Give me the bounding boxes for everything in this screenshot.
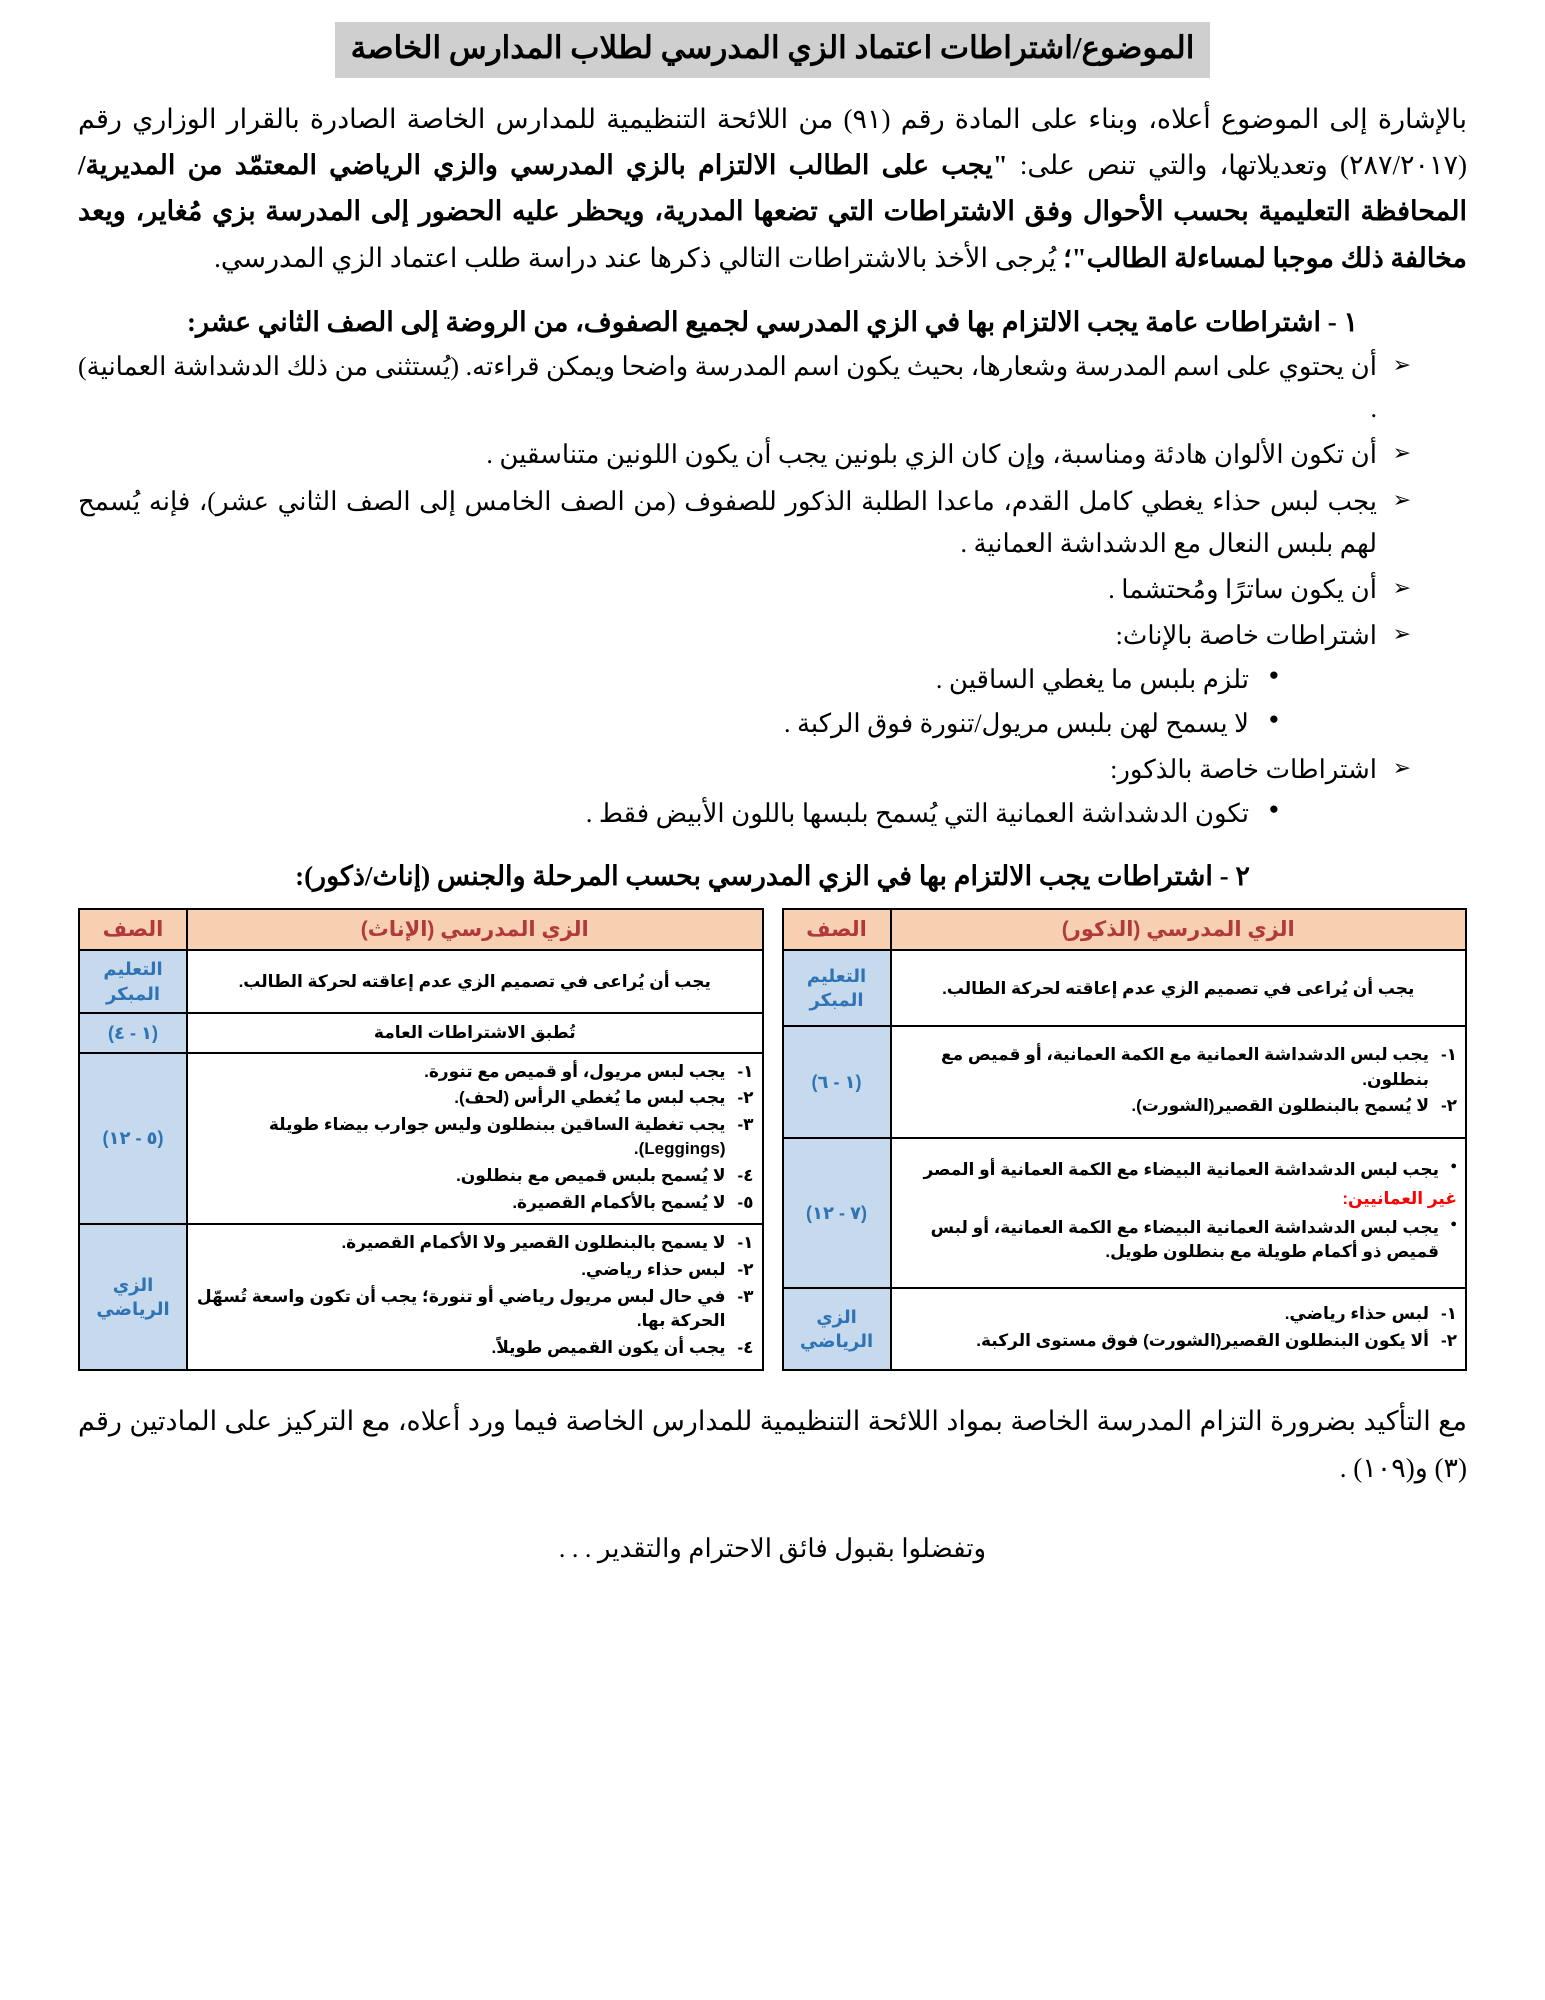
list-item xyxy=(78,569,1411,611)
uniform-requirements-tables xyxy=(78,908,1467,1370)
numbered-list xyxy=(196,1060,754,1216)
list-item xyxy=(196,1336,754,1361)
item-number: ٥- xyxy=(737,1192,754,1212)
female-row-2-content xyxy=(187,1053,763,1225)
section-1-list xyxy=(78,346,1467,835)
numbered-list xyxy=(196,1231,754,1360)
list-item xyxy=(78,703,1279,745)
female-subconditions-list xyxy=(78,659,1377,745)
list-item xyxy=(196,1086,754,1111)
female-grade-column-header: الصف xyxy=(79,909,187,950)
item-number: ٢- xyxy=(1440,1330,1457,1350)
item-text: لا يسمح بالبنطلون القصير ولا الأكمام القصيرة. xyxy=(341,1233,726,1253)
document-header xyxy=(0,0,1545,78)
male-row-1-grade: (١ - ٦) xyxy=(783,1026,891,1137)
list-item xyxy=(196,1191,754,1216)
table-header-row xyxy=(783,909,1467,950)
list-item xyxy=(78,615,1411,745)
list-item xyxy=(196,1164,754,1189)
item-text: يجب لبس الدشداشة العمانية مع الكمة العمانية، أو قميص مع بنطلون. xyxy=(941,1044,1429,1089)
female-uniform-table xyxy=(78,908,764,1370)
list-item-label: لا يسمح لهن بلبس مريول/تنورة فوق الركبة . xyxy=(783,709,1249,739)
item-text: لبس حذاء رياضي. xyxy=(1284,1304,1429,1324)
list-item xyxy=(900,1216,1458,1265)
numbered-list xyxy=(900,1043,1458,1119)
item-text: لبس حذاء رياضي. xyxy=(581,1260,726,1280)
male-row-3-grade: الزي الرياضي xyxy=(783,1288,891,1369)
item-number: ٢- xyxy=(737,1088,754,1108)
table-row xyxy=(79,1013,763,1053)
regulation-quote: "يجب على الطالب الالتزام بالزي المدرسي والزي الرياضي المعتمّد من المديرية/المحافظة التعليمية بحسب الأحوال وفق الاشتراطات التي تضعها المدرية، ويحظر عليه الحضور إلى المدرسة بزي مُغاير، ويعد مخالفة ذلك موجبا لمساءلة الطالب"؛ xyxy=(78,149,1467,273)
list-item xyxy=(78,793,1279,835)
item-text: يجب لبس مريول، أو قميص مع تنورة. xyxy=(424,1061,726,1081)
table-header-row xyxy=(79,909,763,950)
male-subconditions-list xyxy=(78,793,1377,835)
item-text: لا يُسمح بالبنطلون القصير(الشورت). xyxy=(1131,1096,1429,1116)
female-row-0-content xyxy=(187,950,763,1013)
list-item-label: اشتراطات خاصة بالإناث: xyxy=(1115,620,1377,650)
male-row-2-content xyxy=(891,1138,1467,1289)
item-number: ٤- xyxy=(737,1166,754,1186)
item-number: ١- xyxy=(1440,1044,1457,1064)
item-number: ٢- xyxy=(737,1260,754,1280)
male-row-1-content xyxy=(891,1026,1467,1137)
list-item-label: تكون الدشداشة العمانية التي يُسمح بلبسها باللون الأبيض فقط . xyxy=(585,799,1249,829)
female-row-3-grade: الزي الرياضي xyxy=(79,1224,187,1369)
list-item-label: أن يحتوي على اسم المدرسة وشعارها، بحيث يكون اسم المدرسة واضحا ويمكن قراءته. (يُستثنى من ذلك الدشداشة العمانية) . xyxy=(78,352,1377,424)
item-number: ٣- xyxy=(737,1114,754,1134)
item-text: يجب لبس ما يُغطي الرأس (لحف). xyxy=(454,1088,726,1108)
table-row xyxy=(79,1224,763,1369)
list-item xyxy=(900,1158,1458,1183)
item-number: ٣- xyxy=(737,1286,754,1306)
list-item-label: تلزم بلبس ما يغطي الساقين . xyxy=(935,665,1249,695)
item-number: ١- xyxy=(1440,1304,1457,1324)
female-row-3-content xyxy=(187,1224,763,1369)
list-item xyxy=(900,1302,1458,1327)
table-row xyxy=(783,1138,1467,1289)
item-text: يجب لبس الدشداشة العمانية البيضاء مع الكمة العمانية أو المصر xyxy=(923,1159,1439,1179)
male-uniform-column-header: الزي المدرسي (الذكور) xyxy=(891,909,1467,950)
list-item xyxy=(78,749,1411,835)
intro-paragraph xyxy=(78,96,1467,282)
item-number: ١- xyxy=(737,1061,754,1081)
female-uniform-column-header: الزي المدرسي (الإناث) xyxy=(187,909,763,950)
list-item xyxy=(900,1043,1458,1092)
cell-text: تُطبق الاشتراطات العامة xyxy=(373,1023,576,1043)
list-item xyxy=(78,659,1279,701)
male-row-0-content xyxy=(891,950,1467,1026)
item-text: يجب أن يكون القميص طويلاً. xyxy=(491,1337,726,1357)
intro-text-before: بالإشارة إلى الموضوع أعلاه، وبناء على المادة رقم (٩١) من اللائحة التنظيمية للمدارس الخاصة الصادرة بالقرار الوزاري رقم (٢٨٧/٢٠١٧) وتعديلاتها، والتي تنص على: xyxy=(78,103,1467,180)
item-text: لا يُسمح بالأكمام القصيرة. xyxy=(512,1192,726,1212)
item-number: ٢- xyxy=(1440,1096,1457,1116)
male-row-2-grade: (٧ - ١٢) xyxy=(783,1138,891,1289)
closing-salutation: وتفضلوا بقبول فائق الاحترام والتقدير . . . xyxy=(558,1534,987,1564)
dotted-list-after xyxy=(900,1216,1458,1265)
female-row-2-grade: (٥ - ١٢) xyxy=(79,1053,187,1225)
document-body xyxy=(0,96,1545,893)
table-row xyxy=(79,1053,763,1225)
item-text: ألا يكون البنطلون القصير(الشورت) فوق مستوى الركبة. xyxy=(976,1330,1429,1350)
male-grade-column-header: الصف xyxy=(783,909,891,950)
list-item xyxy=(900,1329,1458,1354)
list-item xyxy=(196,1060,754,1085)
document-footer xyxy=(0,1398,1545,1565)
list-item xyxy=(196,1113,754,1162)
list-item xyxy=(78,481,1411,565)
table-row xyxy=(783,1288,1467,1369)
list-item-label: أن تكون الألوان هادئة ومناسبة، وإن كان الزي بلونين يجب أن يكون اللونين متناسقين . xyxy=(486,440,1377,470)
list-item-label: يجب لبس حذاء يغطي كامل القدم، ماعدا الطلبة الذكور للصفوف (من الصف الخامس إلى الصف الثاني عشر)، فإنه يُسمح لهم بلبس النعال مع الدشداشة العمانية . xyxy=(78,486,1377,558)
male-row-0-grade: التعليم المبكر xyxy=(783,950,891,1026)
item-text: لا يُسمح بلبس قميص مع بنطلون. xyxy=(456,1166,726,1186)
male-row-3-content xyxy=(891,1288,1467,1369)
non-omani-label: غير العمانيين: xyxy=(1342,1189,1457,1209)
list-item-label: اشتراطات خاصة بالذكور: xyxy=(1110,755,1377,785)
list-item-label: أن يكون ساترًا ومُحتشما . xyxy=(1108,574,1377,604)
cell-text: يجب أن يُراعى في تصميم الزي عدم إعاقته لحركة الطالب. xyxy=(942,978,1415,998)
female-row-1-content xyxy=(187,1013,763,1053)
list-item xyxy=(196,1258,754,1283)
page-title: الموضوع/اشتراطات اعتماد الزي المدرسي لطلاب المدارس الخاصة xyxy=(335,22,1211,78)
list-item xyxy=(196,1285,754,1334)
item-number: ١- xyxy=(737,1233,754,1253)
list-item xyxy=(900,1094,1458,1119)
numbered-list xyxy=(900,1302,1458,1353)
item-text: يجب تغطية الساقين ببنطلون وليس جوارب بيضاء طويلة (Leggings). xyxy=(268,1114,726,1159)
table-row xyxy=(79,950,763,1013)
male-uniform-table xyxy=(782,908,1468,1370)
list-item xyxy=(78,434,1411,476)
section-2-heading: ٢ - اشتراطات يجب الالتزام بها في الزي المدرسي بحسب المرحلة والجنس (إناث/ذكور): xyxy=(295,861,1250,892)
item-text: يجب لبس الدشداشة العمانية البيضاء مع الكمة العمانية، أو لبس قميص ذو أكمام طويلة مع بنطلون طويل. xyxy=(930,1217,1439,1262)
footer-paragraph: مع التأكيد بضرورة التزام المدرسة الخاصة بمواد اللائحة التنظيمية للمدارس الخاصة فيما ورد أعلاه، مع التركيز على المادتين رقم (٣) و(١٠٩) . xyxy=(78,1405,1467,1483)
cell-text: يجب أن يُراعى في تصميم الزي عدم إعاقته لحركة الطالب. xyxy=(238,972,711,991)
intro-text-after: يُرجى الأخذ بالاشتراطات التالي ذكرها عند دراسة طلب اعتماد الزي المدرسي. xyxy=(214,242,1064,273)
dotted-list-before xyxy=(900,1158,1458,1183)
female-row-0-grade: التعليم المبكر xyxy=(79,950,187,1013)
table-row xyxy=(783,950,1467,1026)
item-number: ٤- xyxy=(737,1337,754,1357)
table-row xyxy=(783,1026,1467,1137)
female-row-1-grade: (١ - ٤) xyxy=(79,1013,187,1053)
section-1-heading: ١ - اشتراطات عامة يجب الالتزام بها في الزي المدرسي لجميع الصفوف، من الروضة إلى الصف الثاني عشر: xyxy=(186,307,1359,338)
list-item xyxy=(196,1231,754,1256)
item-text: في حال لبس مريول رياضي أو تنورة؛ يجب أن تكون واسعة تُسهّل الحركة بها. xyxy=(196,1286,726,1331)
list-item xyxy=(78,346,1411,430)
